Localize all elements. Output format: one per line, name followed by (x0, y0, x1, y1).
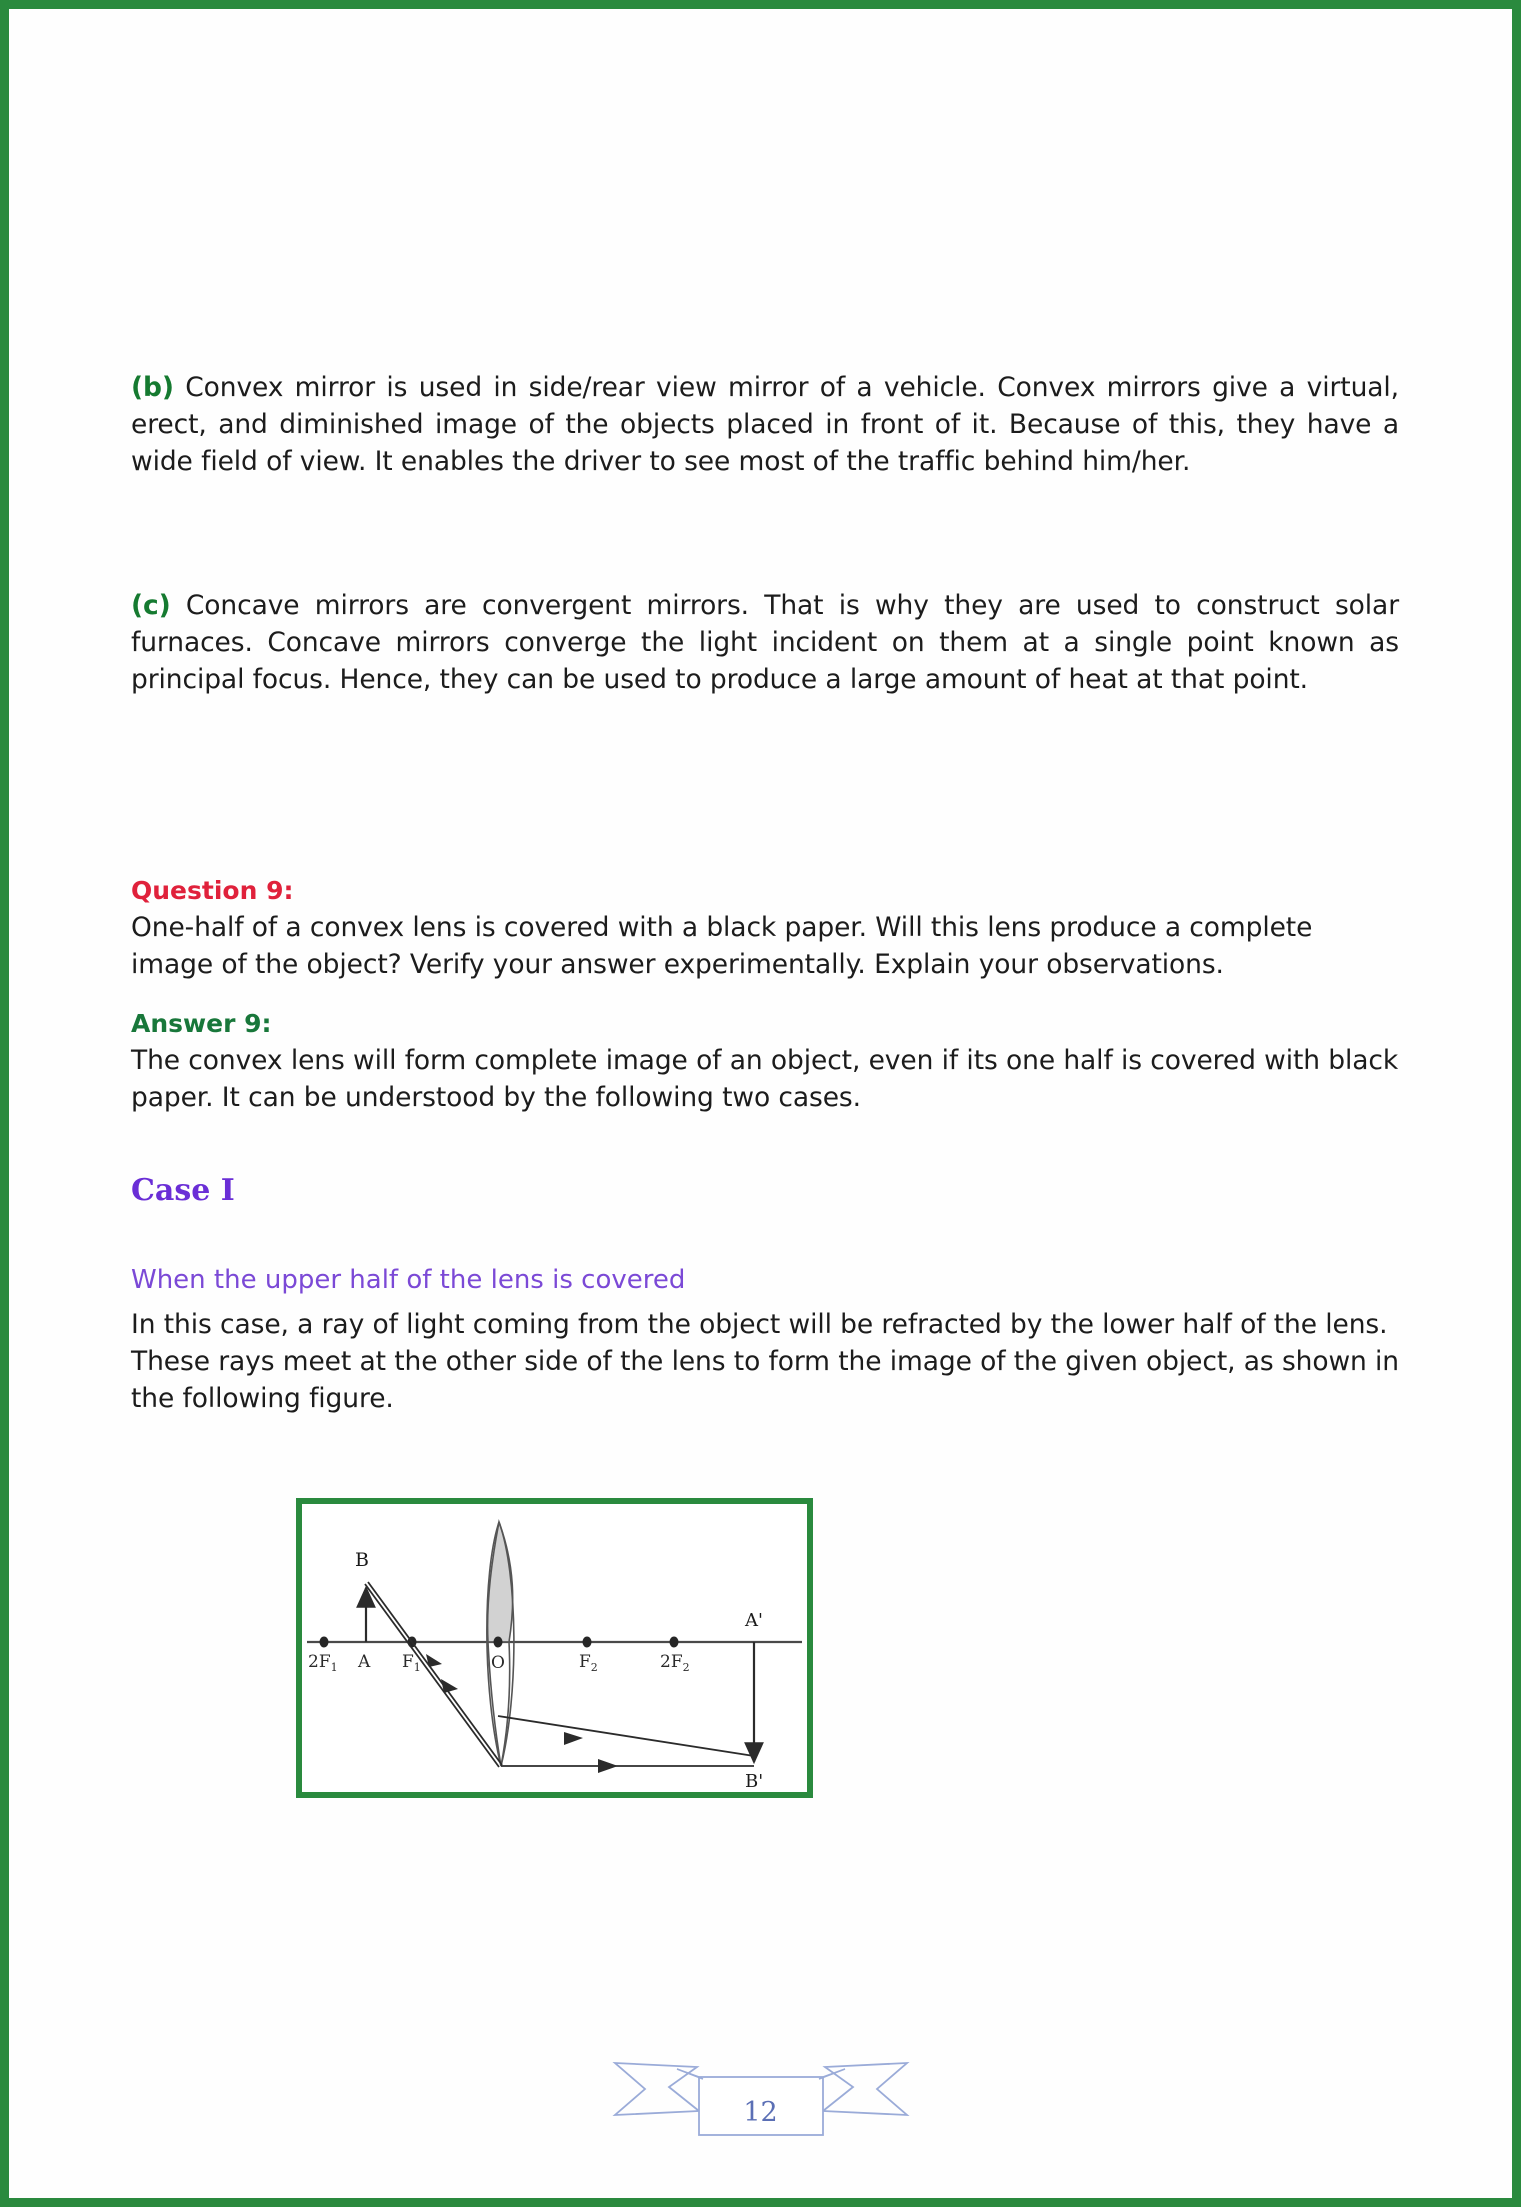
point-O (494, 1637, 503, 1648)
question-heading-wrap (131, 876, 1399, 906)
part-c-body: Concave mirrors are convergent mirrors. That is why they are used to construct solar furnaces. Concave mirrors converge the light incident on them at a single point known as principal focus. Hence, they can be used to produce a large amount of heat at that point. (131, 590, 1399, 695)
paragraph-b (131, 369, 1399, 480)
case-1-heading: Case I (131, 1173, 235, 1208)
label-B: B (355, 1549, 369, 1571)
part-label-c: (c) (131, 590, 171, 621)
label-B-prime: B' (745, 1771, 764, 1792)
point-2F1 (320, 1637, 329, 1648)
label-F2: $F_2$ (579, 1652, 598, 1674)
label-O: O (491, 1653, 505, 1673)
part-b-body: Convex mirror is used in side/rear view mirror of a vehicle. Convex mirrors give a virtual, erect, and diminished image of the objects placed in front of it. Because of this, they have a wide field of view. It enables the driver to see most of the traffic behind him/her. (131, 372, 1399, 477)
page-footer (9, 2039, 1512, 2149)
ray-1-incident (368, 1582, 502, 1765)
refracted-ray-slanted (498, 1716, 754, 1756)
point-F2 (583, 1637, 592, 1648)
label-F1: $F_1$ (402, 1652, 421, 1674)
answer-heading-wrap (131, 1009, 1399, 1039)
paragraph-b-text (131, 369, 1399, 480)
lens-upper-half-shaded (488, 1522, 513, 1642)
ray-2-incident (365, 1584, 499, 1767)
label-2F1: $2F_1$ (308, 1652, 338, 1674)
label-A: A (358, 1652, 371, 1672)
refracted-ray-horizontal-arrowhead (598, 1759, 618, 1773)
refracted-ray-slanted-arrowhead (564, 1732, 583, 1745)
question-body-wrap (131, 909, 1399, 983)
label-2F2: $2F_2$ (660, 1652, 690, 1674)
ray-diagram-figure (296, 1498, 813, 1798)
case-subheading-wrap (131, 1264, 1399, 1296)
case-body-wrap (131, 1306, 1399, 1417)
part-label-b: (b) (131, 372, 174, 403)
case-heading-wrap (131, 1174, 1399, 1208)
answer-9-heading: Answer 9: (131, 1009, 272, 1038)
page-number-ribbon (611, 2039, 911, 2149)
case-1-subheading: When the upper half of the lens is covered (131, 1265, 686, 1295)
ribbon-svg (611, 2039, 911, 2149)
label-A-prime: A' (745, 1610, 763, 1631)
question-9-text: One-half of a convex lens is covered with a black paper. Will this lens produce a complete image of the object? Verify your answer experimentally. Explain your observations. (131, 912, 1313, 980)
point-2F2 (670, 1637, 679, 1648)
page-number-text: 12 (743, 2097, 778, 2128)
ray-diagram-svg (302, 1504, 807, 1792)
paragraph-c (131, 587, 1399, 698)
paragraph-c-text (131, 587, 1399, 698)
answer-9-text: The convex lens will form complete image of an object, even if its one half is covered with black paper. It can be understood by the following two cases. (131, 1045, 1399, 1113)
answer-body-wrap (131, 1042, 1399, 1116)
question-9-heading: Question 9: (131, 876, 294, 905)
case-1-text: In this case, a ray of light coming from the object will be refracted by the lower half of the lens. These rays meet at the other side of the lens to form the image of the given object, as shown in the following figure. (131, 1309, 1400, 1414)
